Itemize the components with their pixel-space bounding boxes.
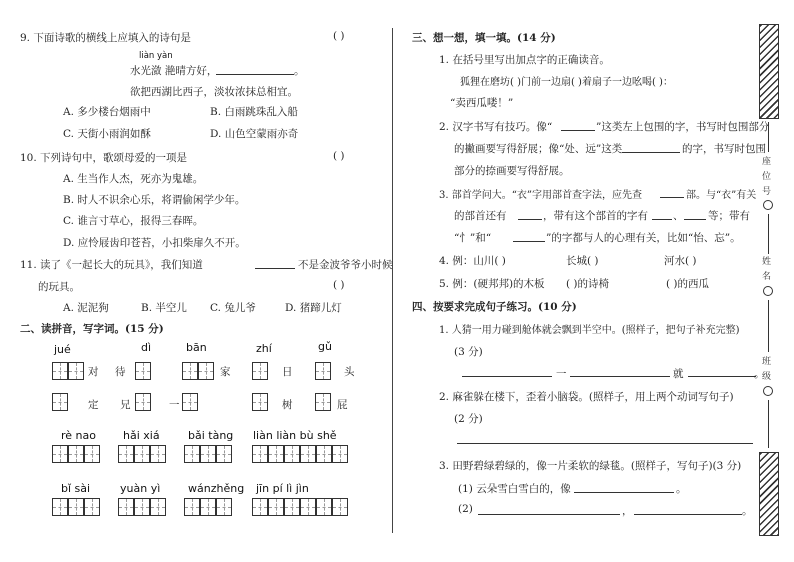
write-box[interactable] <box>68 362 84 380</box>
s3-q3-c: 的部首还有 <box>454 210 507 222</box>
s4-q1-jiu: 就 <box>673 368 684 380</box>
q10-option-d[interactable]: D. 应怜屐齿印苍苔，小扣柴扉久不开。 <box>63 237 246 249</box>
s4-q3-1: (1) 云朵雪白雪白的，像 <box>458 483 571 495</box>
seal-char: 班 <box>762 357 772 367</box>
write-box[interactable] <box>315 362 331 380</box>
pinyin-di: dì <box>141 341 152 354</box>
char-tou: 头 <box>344 366 355 378</box>
s3-q5-c[interactable]: ( )的西瓜 <box>666 278 710 290</box>
s3-q1-quote: “卖西瓜喽！” <box>450 97 514 109</box>
s3-q2-e: 部分的捺画要写得舒展。 <box>454 165 570 177</box>
s4-q1-blank1[interactable] <box>462 376 552 377</box>
s3-q3-b: 部。与“衣”有关 <box>686 190 757 201</box>
seal-char: 姓 <box>762 257 772 267</box>
write-box[interactable] <box>68 498 84 516</box>
q11-option-c[interactable]: C. 兔儿爷 <box>210 302 256 314</box>
pinyin-wanzheng: wánzhěng <box>188 482 245 495</box>
seal-char: 号 <box>762 187 772 197</box>
write-box[interactable] <box>84 498 100 516</box>
write-box[interactable] <box>284 445 300 463</box>
pinyin-zhi: zhí <box>256 342 272 355</box>
pinyin-bisai: bǐ sài <box>61 482 91 495</box>
pinyin-jue: jué <box>54 343 71 356</box>
section-4-title: 四、按要求完成句子练习。(10 分) <box>412 301 577 313</box>
hatched-bar <box>759 24 779 119</box>
s3-q3-blank1[interactable] <box>660 197 684 198</box>
s4-q3-blank1[interactable] <box>574 492 674 493</box>
s4-q1-yi: 一 <box>556 368 567 380</box>
s3-q4-example: 4. 例：山川( ) <box>439 255 506 267</box>
s3-q3-d: ，带有这个部首的字有 <box>543 210 648 222</box>
s4-q2-stem: 2. 麻雀躲在楼下，歪着小脑袋。(照样子，用上两个动词写句子) <box>439 391 734 403</box>
pinyin-jinpi: jīn pí lì jìn <box>256 482 309 495</box>
s4-q1-blank3[interactable] <box>688 376 756 377</box>
s3-q4-c[interactable]: 河水( ) <box>664 255 697 267</box>
seal-char: 位 <box>762 172 772 182</box>
write-box[interactable] <box>118 498 134 516</box>
char-pi: 屁 <box>337 399 348 411</box>
q9-answer-paren[interactable]: ( ) <box>333 30 345 42</box>
s3-q1-stem: 1. 在括号里写出加点字的正确读音。 <box>439 54 610 66</box>
q9-option-d[interactable]: D. 山色空蒙雨亦奇 <box>210 128 299 140</box>
q9-poem-line1: 水光潋 滟晴方好， <box>130 65 218 77</box>
write-box[interactable] <box>52 445 68 463</box>
column-divider <box>392 28 393 533</box>
pinyin-ban: bān <box>186 341 207 354</box>
write-box[interactable] <box>200 445 216 463</box>
write-box[interactable] <box>200 498 216 516</box>
s3-q3-a: 3. 部首学问大。“衣”字用部首查字法，应先查 <box>439 190 642 201</box>
pinyin-lianlian: liàn liàn bù shě <box>253 429 337 442</box>
write-box[interactable] <box>182 393 198 411</box>
s4-q1-blank2[interactable] <box>570 376 670 377</box>
s3-q3-f: “忄”和“ <box>454 232 492 244</box>
s3-q2-blank1[interactable] <box>561 130 595 131</box>
write-box[interactable] <box>268 445 284 463</box>
s3-q3-g: ”的字都与人的心理有关，比如“怡、忘”。 <box>546 232 741 244</box>
write-box[interactable] <box>252 498 268 516</box>
q11-option-d[interactable]: D. 猪蹄儿灯 <box>285 302 342 314</box>
write-box[interactable] <box>52 498 68 516</box>
seal-char: 级 <box>762 372 772 382</box>
write-box[interactable] <box>216 498 232 516</box>
s3-q5-example: 5. 例：(硬邦邦)的木板 <box>439 278 545 290</box>
write-box[interactable] <box>315 393 331 411</box>
seal-binding-strip <box>759 24 779 536</box>
write-box[interactable] <box>184 498 200 516</box>
write-box[interactable] <box>52 362 68 380</box>
write-box[interactable] <box>332 445 348 463</box>
write-box[interactable] <box>300 445 316 463</box>
s3-q1-line[interactable]: 狐狸在磨坊( )门前一边扇( )着扇子一边吆喝( )： <box>460 77 673 88</box>
q9-option-a[interactable]: A. 多少楼台烟雨中 <box>63 106 151 118</box>
q11-stem-a: 11. 读了《一起长大的玩具》，我们知道 <box>20 259 203 271</box>
write-box[interactable] <box>316 445 332 463</box>
write-box[interactable] <box>68 445 84 463</box>
binding-hole <box>763 200 773 210</box>
q11-option-a[interactable]: A. 泥泥狗 <box>63 302 109 314</box>
char-shu: 树 <box>282 399 293 411</box>
write-box[interactable] <box>118 445 134 463</box>
binding-hole <box>763 386 773 396</box>
q11-blank[interactable] <box>255 268 295 269</box>
q9-option-b[interactable]: B. 白雨跳珠乱入船 <box>210 106 298 118</box>
seal-char: 座 <box>762 157 772 167</box>
write-box[interactable] <box>252 393 268 411</box>
s3-q3-blank2[interactable] <box>518 219 542 220</box>
pinyin-gu: gǔ <box>318 340 332 353</box>
s4-q1-score: (3 分) <box>454 346 483 358</box>
write-box[interactable] <box>268 498 284 516</box>
q9-option-c[interactable]: C. 天街小雨润如酥 <box>63 128 151 140</box>
s3-q2-blank2[interactable] <box>622 152 680 153</box>
write-box[interactable] <box>252 445 268 463</box>
char-xiong: 兄 <box>120 399 131 411</box>
char-dui: 对 <box>88 366 99 378</box>
s4-q1-stem: 1. 人猜一用力碰到舱体就会飘到半空中。(照样子，把句子补充完整) <box>439 325 740 336</box>
write-box[interactable] <box>184 445 200 463</box>
write-box[interactable] <box>198 362 214 380</box>
q9-blank[interactable] <box>216 74 294 75</box>
s3-q2-d: 的字，书写时包围 <box>682 143 766 155</box>
hatched-bar <box>759 452 779 536</box>
write-box[interactable] <box>252 362 268 380</box>
write-box[interactable] <box>150 498 166 516</box>
q11-option-b[interactable]: B. 半空儿 <box>141 302 187 314</box>
s3-q3-e: 等；带有 <box>708 210 750 222</box>
write-box[interactable] <box>150 445 166 463</box>
section-2-title: 二、读拼音，写字词。(15 分) <box>20 323 164 335</box>
write-box[interactable] <box>316 498 332 516</box>
write-box[interactable] <box>135 362 151 380</box>
q10-answer-paren[interactable]: ( ) <box>333 150 345 162</box>
q10-option-b[interactable]: B. 时人不识余心乐，将谓偷闲学少年。 <box>63 194 246 206</box>
seal-char: 名 <box>762 272 772 282</box>
s3-q4-b[interactable]: 长城( ) <box>566 255 599 267</box>
write-box[interactable] <box>84 445 100 463</box>
char-yi: 一 <box>169 399 180 411</box>
q10-option-c[interactable]: C. 谁言寸草心，报得三春晖。 <box>63 215 204 227</box>
write-box[interactable] <box>284 498 300 516</box>
s3-q2-b: ”这类左上包围的字，书写时包围部分 <box>596 121 770 133</box>
q10-option-a[interactable]: A. 生当作人杰，死亦为鬼雄。 <box>63 173 204 185</box>
write-box[interactable] <box>135 393 151 411</box>
s4-q3-stem: 3. 田野碧绿碧绿的，像一片柔软的绿毯。(照样子，写句子)(3 分) <box>439 460 742 472</box>
q10-stem: 10. 下列诗句中，歌颂母爱的一项是 <box>20 152 188 164</box>
s3-q5-b[interactable]: ( )的诗椅 <box>566 278 610 290</box>
s3-q3-blank5[interactable] <box>513 241 545 242</box>
char-dai: 待 <box>115 366 126 378</box>
s3-q3-blank3[interactable] <box>652 219 672 220</box>
pinyin-renao: rè nao <box>61 429 96 442</box>
s4-q3-blank3[interactable] <box>634 514 742 515</box>
s3-q3-blank4[interactable] <box>684 219 706 220</box>
section-3-title: 三、想一想，填一填。(14 分) <box>412 32 556 44</box>
q9-pinyin: liàn yàn <box>139 51 173 61</box>
char-jia: 家 <box>220 366 231 378</box>
write-box[interactable] <box>300 498 316 516</box>
q11-stem-c: 的玩具。 <box>38 281 80 293</box>
char-ding: 定 <box>88 399 99 411</box>
write-box[interactable] <box>216 445 232 463</box>
s3-q2-a: 2. 汉字书写有技巧。像“ <box>439 121 553 133</box>
s3-q2-c: 的撇画要写得舒展；像“处、远”这类 <box>454 143 623 155</box>
write-box[interactable] <box>52 393 68 411</box>
binding-hole <box>763 286 773 296</box>
pinyin-yuanyi: yuàn yì <box>120 482 161 495</box>
pinyin-haixia: hǎi xiá <box>123 429 160 442</box>
write-box[interactable] <box>134 498 150 516</box>
write-box[interactable] <box>332 498 348 516</box>
q9-stem: 9. 下面诗歌的横线上应填入的诗句是 <box>20 32 191 44</box>
s4-q2-answer-line[interactable] <box>457 443 753 444</box>
write-box[interactable] <box>182 362 198 380</box>
q9-poem-line2: 欲把西湖比西子，淡妆浓抹总相宜。 <box>130 86 298 98</box>
q11-answer-paren[interactable]: ( ) <box>333 279 345 291</box>
write-box[interactable] <box>134 445 150 463</box>
pinyin-baitang: bǎi tàng <box>188 429 234 442</box>
s4-q3-2: (2) <box>458 503 473 515</box>
s4-q3-blank2[interactable] <box>478 514 620 515</box>
s4-q2-score: (2 分) <box>454 413 483 425</box>
char-ri: 日 <box>282 366 293 378</box>
q11-stem-b: 不是金波爷爷小时候 <box>298 259 393 271</box>
